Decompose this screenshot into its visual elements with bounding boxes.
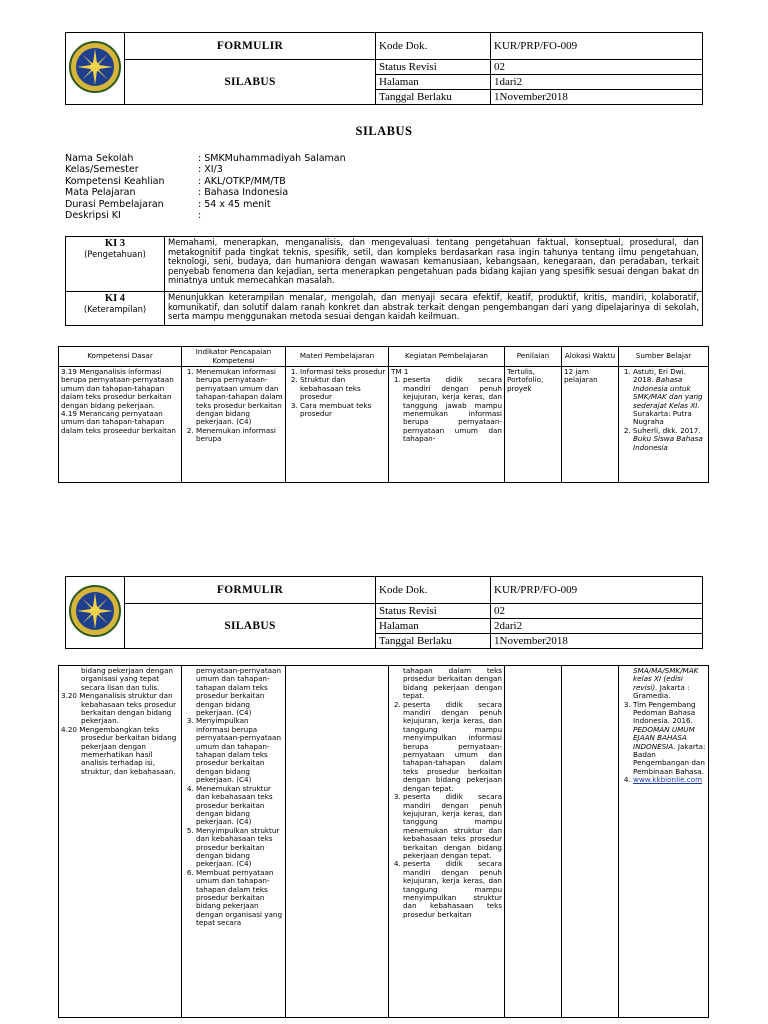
ki4-text: Menunjukkan keterampilan menalar, mengolah, dan menyaji secara efektif, keatif, produktif, kritis, mandiri, kolaboratif, komunikatif, dan solutif dalam ranah konkret dan abstrak terkait dengan pengembangan dari yang dipelajarinya di sekolah, serta mampu menggunakan metoda sesuai dengan kaidah keilmuan. [165,292,703,326]
materi-cell [286,666,389,1018]
school-info [65,153,346,221]
silabus-table-page2 [58,665,709,1018]
logo-cell [66,577,125,649]
logo-cell [66,33,125,105]
kd-cell: bidang pekerjaan dengan organisasi yang tepat secara lisan dan tulis. 3.20 Menganalisis struktur dan kebahasaan teks prosedur berkaitan dengan bidang pekerjaan. 4.20 Mengembangkan teks prosedur berkaitan bidang pekerjaan dengan memerhatikan hasil analisis terhadap isi, struktur, dan kebahasaan. [59,666,182,1018]
kode-dok-value: KUR/PRP/FO-009 [491,577,703,604]
kode-dok-key: Kode Dok. [376,33,491,60]
info-row: Mata Pelajaran : Bahasa Indonesia [65,187,289,199]
sumber-cell: SMA/MA/SMK/MAK kelas XI (edisi revisi). Jakarta : Gramedia. 3. Tim Pengembang Pedoman Bahasa Indonesia. 2016. PEDOMAN UMUM EJAAN BAHASA INDONESIA. Jakarta: Badan Pengembangan dan Pembinaan Bahasa. 4. www.kkbionlie.com [619,666,709,1018]
info-row: Durasi Pembelajaran : 54 x 45 menit [65,198,271,210]
tanggal-key: Tanggal Berlaku [376,90,491,105]
sumber-cell: 1. Astuti, Eri Dwi. 2018. Bahasa Indonesia untuk SMK/MAK dan yang sederajat Kelas XI. Surakarta: Putra Nugraha 2. Suherli, dkk. 2017. Buku Siswa Bahasa Indonesia [619,367,709,483]
info-row: Nama Sekolah : SMKMuhammadiyah Salaman [65,153,346,164]
status-revisi-value: 02 [491,604,703,619]
tanggal-value: 1November2018 [491,634,703,649]
kegiatan-cell: TM 1 1. peserta didik secara mandiri dengan penuh kejujuran, kerja keras, dan tanggung jawab mampu menemukan informasi berupa pernyataan-pernyataan umum dan tahapan- [389,367,505,483]
col-indikator: Indikator Pencapaian Kompetensi [182,347,286,367]
doc-title: SILABUS [125,60,376,105]
halaman-key: Halaman [376,619,491,634]
kkbi-link[interactable]: www.kkbionlie.com [633,775,703,785]
col-kegiatan: Kegiatan Pembelajaran [389,347,505,367]
col-sumber: Sumber Belajar [619,347,709,367]
col-kompetensi-dasar: Kompetensi Dasar [59,347,182,367]
ki4-head: KI 4 (Keterampilan) [66,292,165,326]
ki-table [65,236,703,326]
penilaian-cell [505,666,562,1018]
muhammadiyah-logo-icon [68,40,122,94]
tanggal-value: 1November2018 [491,90,703,105]
halaman-key: Halaman [376,75,491,90]
col-alokasi: Alokasi Waktu [562,347,619,367]
ki3-text: Memahami, menerapkan, menganalisis, dan mengevaluasi tentang pengetahuan faktual, konseptual, prosedural, dan metakognitif pada tingkat teknis, spesifik, setil, dan kompleks berdasarkan rasa ingin tahunya tentang ilmu pengetahuan, teknologi, seni, budaya, dan humaniora dengan wawasan kemanusiaan, kebangsaan, kenegaraan, dan peradaban, terkait penyebab fenomena dan kejadian, serta menerapkan pengetahuan pada bidang kajian yang spesifik sesuai dengan bakat dn minatnya untuk memecahkan masalah. [165,237,703,292]
doc-title: SILABUS [125,604,376,649]
alokasi-cell [562,666,619,1018]
col-penilaian: Penilaian [505,347,562,367]
tanggal-key: Tanggal Berlaku [376,634,491,649]
ki3-head: KI 3 (Pengetahuan) [66,237,165,292]
silabus-table [58,346,709,483]
alokasi-cell: 12 jam pelajaran [562,367,619,483]
indikator-cell: pernyataan-pernyataan umum dan tahapan-tahapan dalam teks prosedur berkaitan dengan bidang pekerjaan. (C4) 3. Menyimpulkan informasi berupa pernyataan-pernyataan umum dan tahapan-tahapan dalam teks prosedur berkaitan dengan bidang pekerjaan. (C4) 4. Menemukan struktur dan kebahasaan teks prosedur berkaitan dengan bidang pekerjaan. (C4) 5. Menyimpulkan struktur dan kebahasaan teks prosedur berkaitan dengan bidang pekerjaan. (C4) 6. Membuat pernyataan umum dan tahapan-tahapan dalam teks prosedur berkaitan bidang pekerjaan dengan organisasi yang tepat secara [182,666,286,1018]
kegiatan-cell: tahapan dalam teks prosedur berkaitan dengan bidang pekerjaan dengan tepat. 2. peserta didik secara mandiri dengan penuh kejujuran, kerja keras, dan tanggung mampu menyimpulkan informasi berupa pernyataan-pernyataan umum dan tahapan-tahapan dalam teks prosedur berkaitan dengan bidang pekerjaan dengan tepat. 3. peserta didik secara mandiri dengan penuh kejujuran, kerja keras, dan tanggung mampu menemukan struktur dan kebahasaan teks prosedur berkaitan dengan bidang pekerjaan dengan tepat. 4. peserta didik secara mandiri dengan penuh kejujuran, kerja keras, dan tanggung mampu menyimpulkan struktur dan kebahasaan teks prosedur berkaitan [389,666,505,1018]
info-row: Deskripsi KI : [65,210,202,222]
muhammadiyah-logo-icon [68,584,122,638]
halaman-value: 1dari2 [491,75,703,90]
form-label: FORMULIR [125,577,376,604]
info-row: Kelas/Semester : XI/3 [65,164,223,176]
indikator-cell: 1. Menemukan informasi berupa pernyataan-pernyataan umum dan tahapan-tahapan dalam teks prosedur berkaitan dengan bidang pekerjaan. (C4) 2. Menemukan informasi berupa [182,367,286,483]
materi-cell: 1. Informasi teks prosedur 2. Struktur dan kebahasaan teks prosedur 3. Cara membuat teks prosedur [286,367,389,483]
penilaian-cell: Tertulis, Portofolio, proyek [505,367,562,483]
halaman-value: 2dari2 [491,619,703,634]
form-label: FORMULIR [125,33,376,60]
kode-dok-value: KUR/PRP/FO-009 [491,33,703,60]
status-revisi-key: Status Revisi [376,60,491,75]
info-row: Kompetensi Keahlian : AKL/OTKP/MM/TB [65,175,286,187]
col-materi: Materi Pembelajaran [286,347,389,367]
form-header-page2 [65,576,703,649]
silabus-heading: SILABUS [355,124,413,138]
status-revisi-value: 02 [491,60,703,75]
kode-dok-key: Kode Dok. [376,577,491,604]
status-revisi-key: Status Revisi [376,604,491,619]
kd-cell: 3.19 Menganalisis informasi berupa pernyataan-pernyataan umum dan tahapan-tahapan dalam teks prosedur berkaitan dengan bidang pekerjaan. 4.19 Merancang pernyataan umum dan tahapan-tahapan dalam teks proseedur berkaitan [59,367,182,483]
form-header [65,32,703,105]
